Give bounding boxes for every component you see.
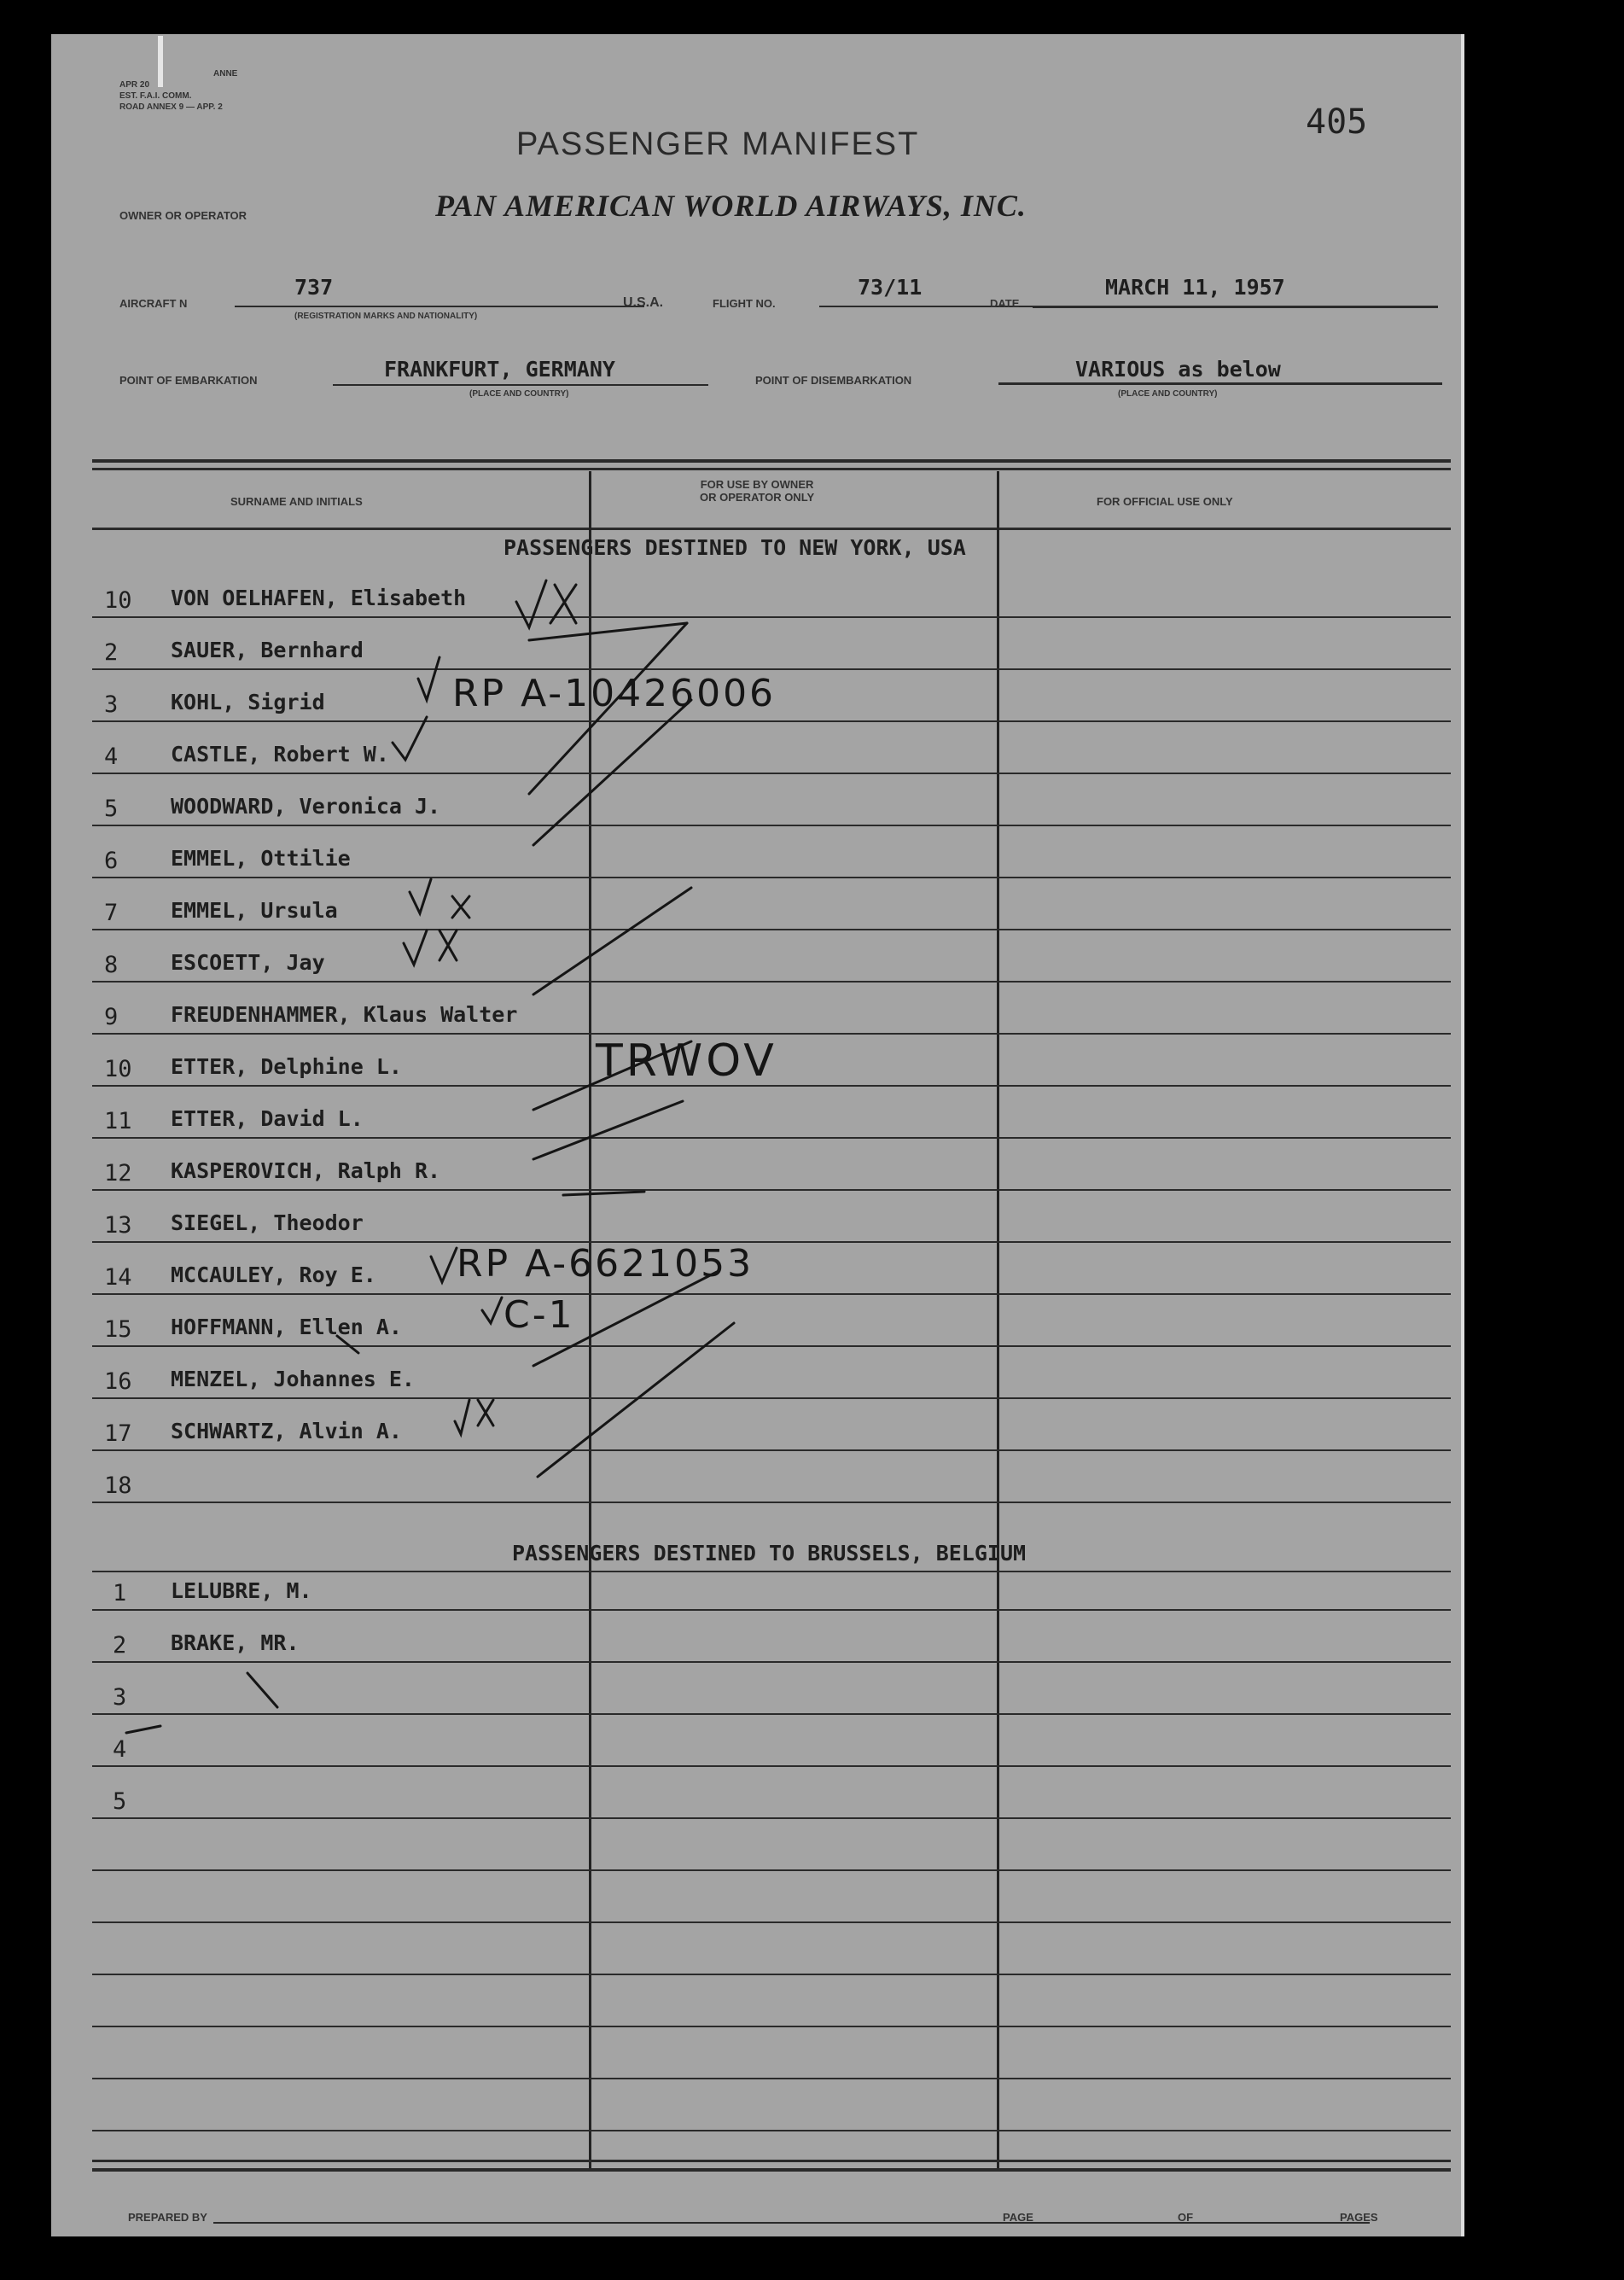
passenger-name: SCHWARTZ, Alvin A. xyxy=(171,1419,402,1443)
section-heading-ny: PASSENGERS DESTINED TO NEW YORK, USA xyxy=(503,535,966,560)
x-mark xyxy=(478,1400,493,1426)
form-code-line: ROAD ANNEX 9 — APP. 2 xyxy=(119,102,223,112)
x-mark xyxy=(452,896,469,918)
check-mark xyxy=(516,580,546,627)
prepared-by-label: PREPARED BY xyxy=(128,2211,207,2224)
embarkation-label: POINT OF EMBARKATION xyxy=(119,374,258,387)
passenger-name: SIEGEL, Theodor xyxy=(171,1210,364,1235)
page-number: 405 xyxy=(1306,102,1368,142)
table-bottom-border xyxy=(92,2160,1451,2162)
passenger-name: CASTLE, Robert W. xyxy=(171,742,389,767)
passenger-name: HOFFMANN, Ellen A. xyxy=(171,1315,402,1339)
handwritten-trwov: TRWOV xyxy=(596,1035,777,1087)
row-number: 10 xyxy=(104,1056,132,1082)
passenger-name: EMMEL, Ursula xyxy=(171,898,338,923)
row-number: 3 xyxy=(113,1684,127,1711)
passenger-name: FREUDENHAMMER, Klaus Walter xyxy=(171,1002,518,1027)
slash-line xyxy=(533,700,691,845)
row-number: 13 xyxy=(104,1212,132,1239)
slash-line xyxy=(533,1101,683,1159)
page-label: PAGE xyxy=(1003,2211,1033,2224)
embarkation-value: FRANKFURT, GERMANY xyxy=(384,357,615,382)
row-number: 18 xyxy=(104,1472,132,1499)
row-number: 12 xyxy=(104,1160,132,1187)
passenger-name: KOHL, Sigrid xyxy=(171,690,325,714)
pages-label: PAGES xyxy=(1340,2211,1378,2224)
passenger-name: SAUER, Bernhard xyxy=(171,638,364,662)
row-number: 16 xyxy=(104,1368,132,1395)
section-heading-bru: PASSENGERS DESTINED TO BRUSSELS, BELGIUM xyxy=(512,1541,1027,1566)
disembarkation-sublabel: (PLACE AND COUNTRY) xyxy=(1118,389,1218,399)
dash-line xyxy=(563,1192,644,1195)
slash-line xyxy=(533,888,691,994)
aircraft-sublabel: (REGISTRATION MARKS AND NATIONALITY) xyxy=(294,312,478,321)
passenger-name: VON OELHAFEN, Elisabeth xyxy=(171,586,467,610)
check-mark xyxy=(455,1400,469,1434)
column-owner-use-line1: FOR USE BY OWNER xyxy=(700,478,814,491)
passenger-name: MCCAULEY, Roy E. xyxy=(171,1262,376,1287)
aircraft-value: 737 xyxy=(294,275,334,300)
scribble xyxy=(337,1336,358,1353)
passenger-name: WOODWARD, Veronica J. xyxy=(171,794,441,819)
handwritten-c1: C-1 xyxy=(503,1293,575,1337)
slash-line xyxy=(538,1323,734,1477)
row-number: 4 xyxy=(104,743,119,770)
row-number: 9 xyxy=(104,1004,119,1030)
slash-line xyxy=(529,623,687,640)
embarkation-sublabel: (PLACE AND COUNTRY) xyxy=(469,389,569,399)
handwritten-rp-number: RP A-10426006 xyxy=(452,672,777,715)
of-label: OF xyxy=(1178,2211,1194,2224)
row-number: 6 xyxy=(104,848,119,874)
flight-value: 73/11 xyxy=(858,275,923,300)
passenger-name: MENZEL, Johannes E. xyxy=(171,1367,415,1391)
aircraft-label: AIRCRAFT N xyxy=(119,297,188,310)
column-official: FOR OFFICIAL USE ONLY xyxy=(1097,495,1233,508)
handwritten-rp-number: RP A-6621053 xyxy=(457,1242,754,1286)
column-surname: SURNAME AND INITIALS xyxy=(230,495,363,508)
check-mark xyxy=(418,657,439,700)
row-number: 2 xyxy=(113,1632,127,1659)
row-number: 15 xyxy=(104,1316,132,1343)
row-number: 14 xyxy=(104,1264,132,1291)
form-title: PASSENGER MANIFEST xyxy=(516,126,920,162)
check-mark xyxy=(410,879,431,913)
passenger-name: EMMEL, Ottilie xyxy=(171,846,351,871)
form-code-line: ANNE xyxy=(213,69,238,79)
x-mark xyxy=(439,930,457,960)
check-mark xyxy=(393,717,427,760)
passenger-name: ESCOETT, Jay xyxy=(171,950,325,975)
check-mark xyxy=(431,1248,457,1282)
dash-line xyxy=(126,1726,160,1733)
prepared-by-line xyxy=(213,2222,1050,2224)
flight-label: FLIGHT NO. xyxy=(713,297,776,310)
row-number: 4 xyxy=(113,1736,127,1763)
passenger-name: BRAKE, MR. xyxy=(171,1630,300,1655)
check-mark xyxy=(404,930,427,965)
row-number: 11 xyxy=(104,1108,132,1134)
row-number: 7 xyxy=(104,900,119,926)
x-mark xyxy=(550,585,576,623)
passenger-name: ETTER, Delphine L. xyxy=(171,1054,402,1079)
disembarkation-label: POINT OF DISEMBARKATION xyxy=(755,374,912,387)
manifest-sheet xyxy=(51,34,1464,2236)
date-value: MARCH 11, 1957 xyxy=(1105,275,1285,300)
slash-line xyxy=(247,1673,277,1707)
date-label: DATE xyxy=(990,297,1020,310)
row-number: 8 xyxy=(104,952,119,978)
row-number: 5 xyxy=(104,796,119,822)
handwriting-overlay xyxy=(51,34,1461,2236)
table-bottom-border-inner xyxy=(92,2168,1451,2172)
disembarkation-value: VARIOUS as below xyxy=(1075,357,1281,382)
form-code-line: EST. F.A.I. COMM. xyxy=(119,91,192,101)
airline-name: PAN AMERICAN WORLD AIRWAYS, INC. xyxy=(435,189,1027,223)
check-mark xyxy=(482,1297,502,1323)
passenger-name: ETTER, David L. xyxy=(171,1106,364,1131)
row-number: 1 xyxy=(113,1580,127,1606)
column-owner-use-line2: OR OPERATOR ONLY xyxy=(700,491,815,504)
row-number: 17 xyxy=(104,1420,132,1447)
row-number: 10 xyxy=(104,587,132,614)
row-number: 5 xyxy=(113,1788,127,1815)
row-number: 3 xyxy=(104,691,119,718)
owner-label: OWNER OR OPERATOR xyxy=(119,209,247,222)
usa-label: U.S.A. xyxy=(623,295,664,310)
passenger-name: LELUBRE, M. xyxy=(171,1578,312,1603)
passenger-name: KASPEROVICH, Ralph R. xyxy=(171,1158,441,1183)
form-code-line: APR 20 xyxy=(119,80,150,90)
row-number: 2 xyxy=(104,639,119,666)
